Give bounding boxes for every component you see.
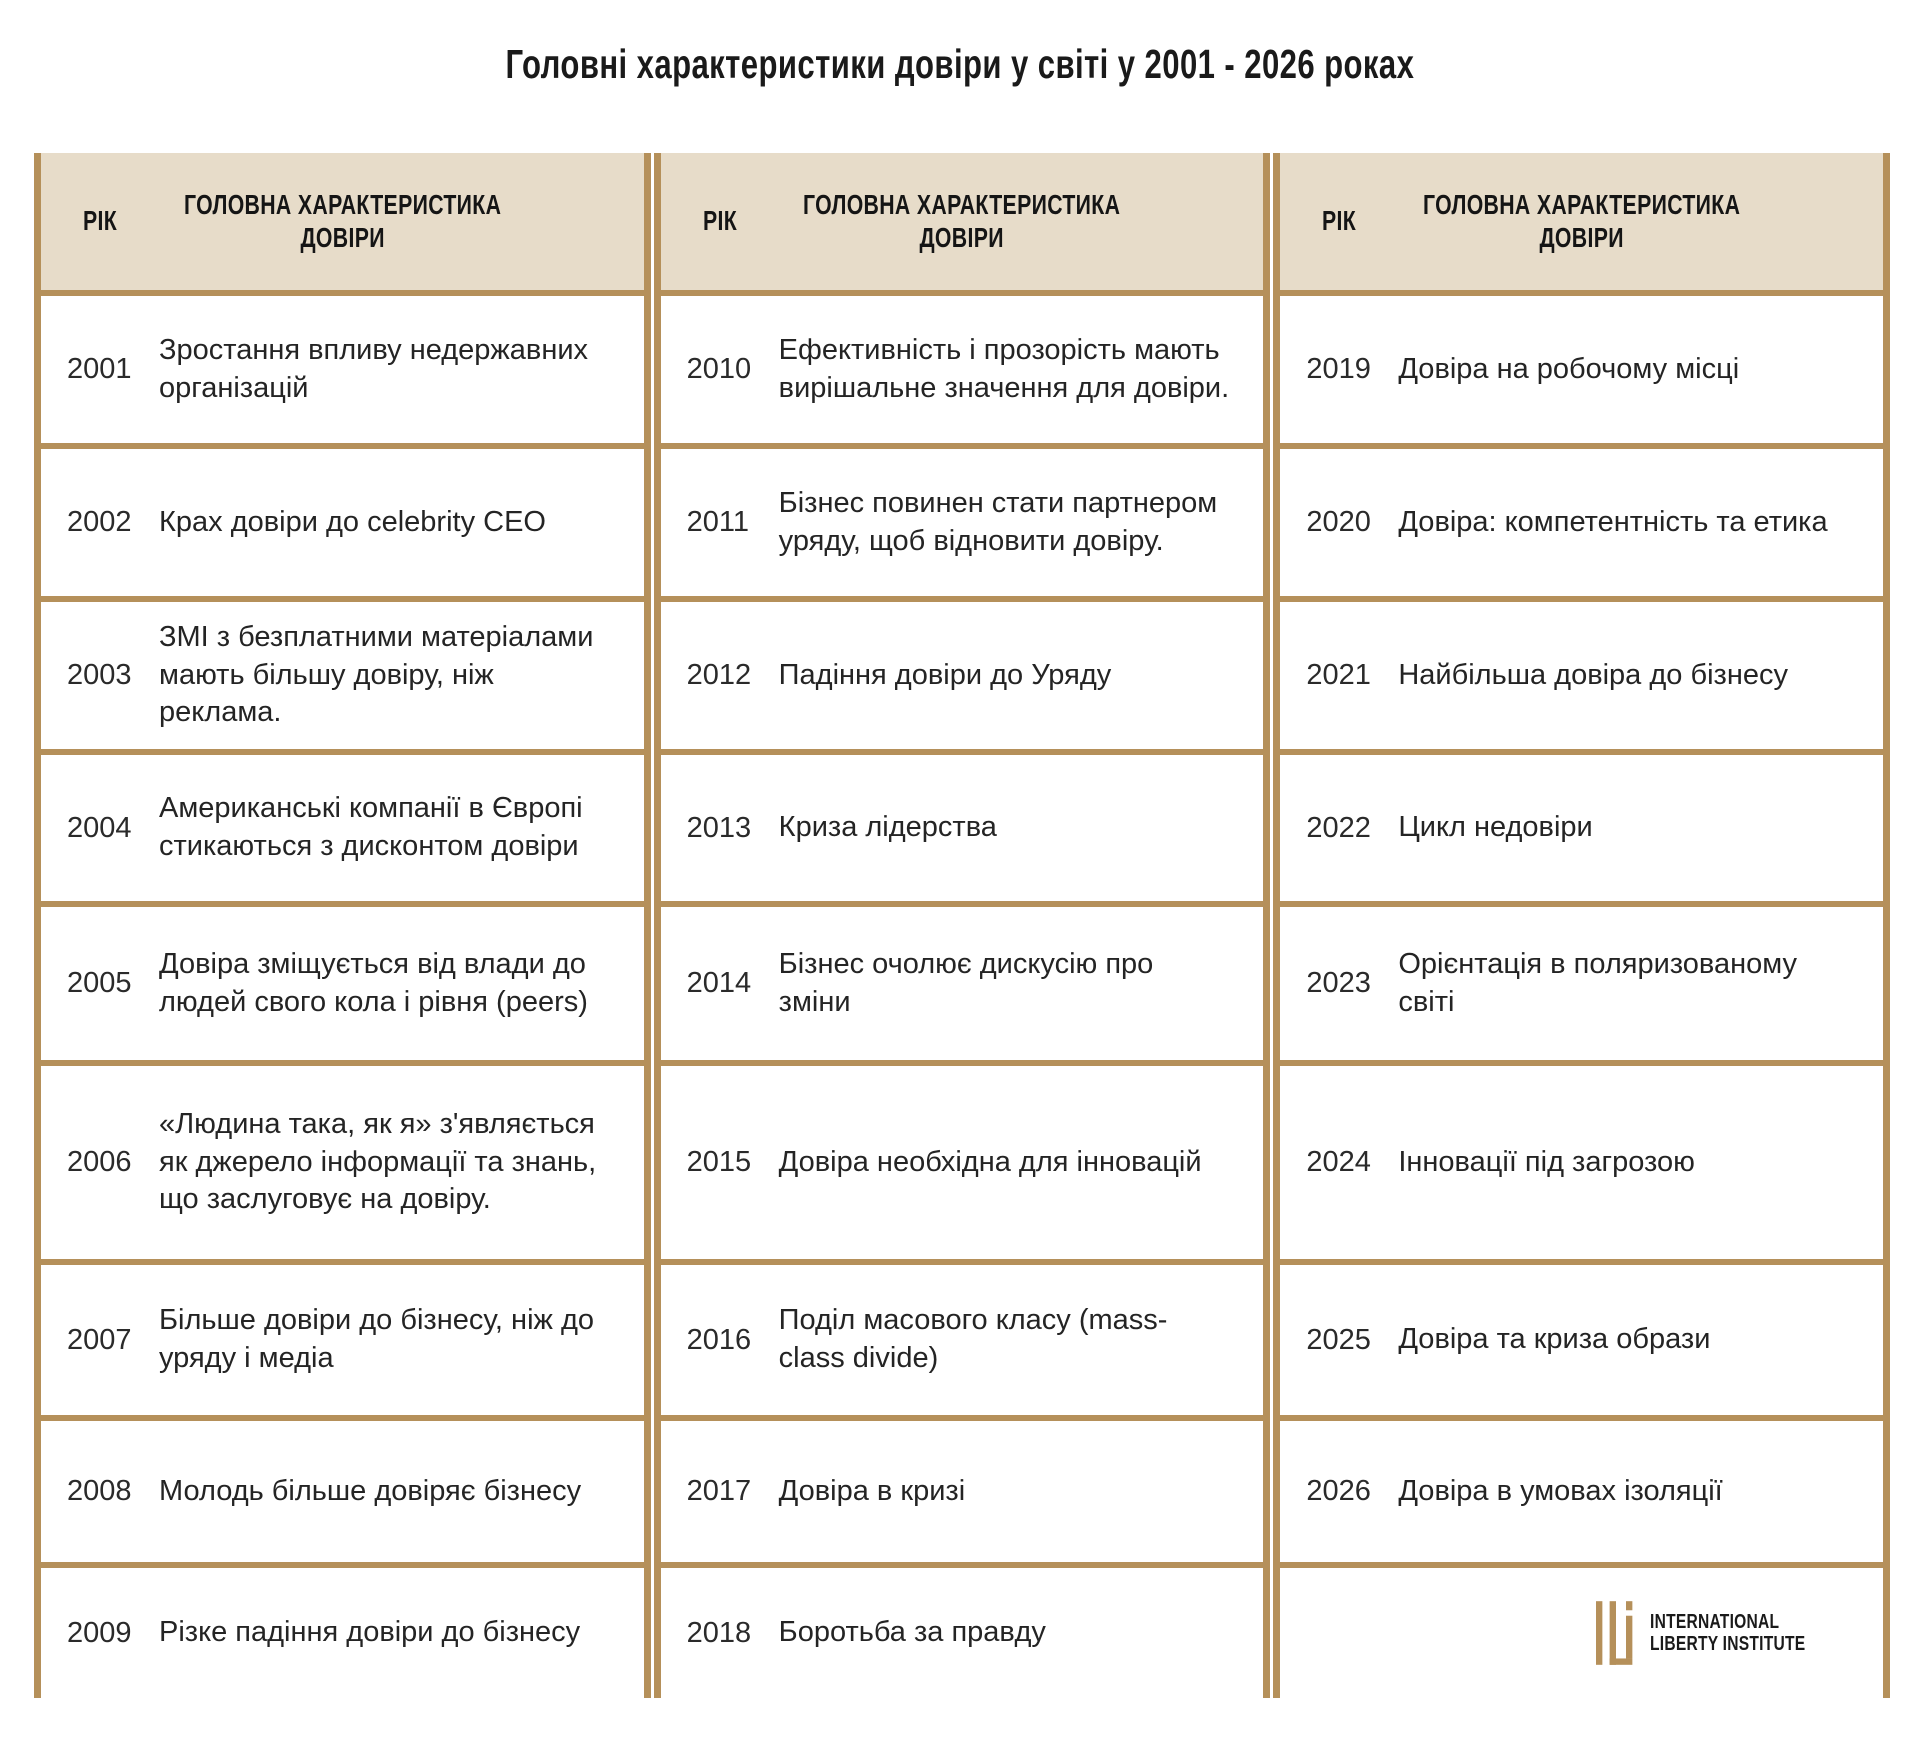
table-row bbox=[661, 290, 1264, 443]
year-cell: 2010 bbox=[686, 353, 752, 385]
table-row bbox=[661, 596, 1264, 749]
characteristic-cell: Найбільша довіра до бізнесу bbox=[1398, 658, 1788, 691]
table-row bbox=[1280, 443, 1883, 596]
table-column-group-2 bbox=[654, 153, 1271, 1698]
year-cell: 2009 bbox=[67, 1616, 132, 1649]
table-row bbox=[1280, 290, 1883, 443]
ili-logo-line-1: INTERNATIONAL bbox=[1649, 1610, 1780, 1633]
characteristic-cell: Довіра в умовах ізоляції bbox=[1398, 1474, 1723, 1507]
page-title-wrap bbox=[0, 41, 1920, 87]
characteristic-cell: Ефективність і прозорість мають вирішальне значення для довіри. bbox=[778, 333, 1230, 404]
table-row bbox=[1280, 749, 1883, 901]
table-row bbox=[661, 749, 1264, 901]
characteristic-cell: Поділ масового класу (mass-class divide) bbox=[778, 1304, 1168, 1374]
characteristic-cell: Різке падіння довіри до бізнесу bbox=[159, 1616, 581, 1648]
characteristic-cell: Бізнес очолює дискусію про зміни bbox=[778, 947, 1154, 1018]
table-row bbox=[1280, 901, 1883, 1060]
characteristic-column-header: ГОЛОВНА ХАРАКТЕРИСТИКА ДОВІРИ bbox=[803, 188, 1121, 254]
year-cell: 2024 bbox=[1306, 1146, 1371, 1178]
table-row bbox=[661, 443, 1264, 596]
table-row bbox=[1280, 596, 1883, 749]
characteristic-cell: Довіра та криза образи bbox=[1398, 1323, 1711, 1355]
table-header-row bbox=[1280, 153, 1883, 290]
year-cell: 2004 bbox=[67, 811, 132, 844]
ili-logo-text bbox=[1650, 1611, 1849, 1656]
year-cell: 2019 bbox=[1306, 353, 1371, 385]
year-cell: 2001 bbox=[67, 353, 132, 385]
table-row bbox=[661, 1562, 1264, 1698]
trust-table bbox=[34, 153, 1890, 1698]
year-cell: 2005 bbox=[67, 967, 132, 999]
table-row bbox=[661, 901, 1264, 1060]
table-row bbox=[41, 443, 644, 596]
year-cell: 2011 bbox=[686, 506, 750, 538]
table-row bbox=[661, 1415, 1264, 1562]
characteristic-column-header: ГОЛОВНА ХАРАКТЕРИСТИКА ДОВІРИ bbox=[183, 188, 501, 254]
characteristic-cell: Інновації під загрозою bbox=[1398, 1145, 1695, 1178]
table-row bbox=[41, 749, 644, 901]
table-column-group-1 bbox=[34, 153, 651, 1698]
year-cell: 2008 bbox=[67, 1475, 132, 1507]
characteristic-cell: Крах довіри до celebrity CEO bbox=[159, 505, 546, 538]
characteristic-cell: Орієнтація в поляризованому світі bbox=[1398, 947, 1798, 1018]
year-cell: 2025 bbox=[1306, 1323, 1371, 1356]
characteristic-cell: Боротьба за правду bbox=[778, 1616, 1046, 1648]
table-row bbox=[41, 1259, 644, 1415]
characteristic-cell: Падіння довіри до Уряду bbox=[778, 658, 1112, 691]
table-row bbox=[1280, 1259, 1883, 1415]
table-row bbox=[1280, 1060, 1883, 1259]
characteristic-cell: Бізнес повинен стати партнером уряду, щоб відновити довіру. bbox=[778, 486, 1218, 557]
year-cell: 2026 bbox=[1306, 1475, 1371, 1507]
year-cell: 2007 bbox=[67, 1323, 132, 1356]
table-header-row bbox=[661, 153, 1264, 290]
table-row bbox=[41, 1060, 644, 1259]
characteristic-cell: Довіра на робочому місці bbox=[1398, 352, 1740, 385]
year-cell: 2018 bbox=[686, 1616, 752, 1649]
year-cell: 2013 bbox=[686, 811, 752, 844]
characteristic-cell: Зростання впливу недержавних організацій bbox=[159, 333, 589, 404]
characteristic-cell: «Людина така, як я» з'являється як джерело інформації та знань, що заслуговує на довіру. bbox=[159, 1107, 597, 1216]
characteristic-cell: Довіра необхідна для інновацій bbox=[778, 1145, 1202, 1178]
year-cell: 2012 bbox=[686, 659, 752, 691]
table-row bbox=[661, 1060, 1264, 1259]
year-cell: 2014 bbox=[686, 967, 752, 999]
year-cell: 2021 bbox=[1306, 659, 1371, 691]
year-cell: 2003 bbox=[67, 659, 132, 691]
characteristic-cell: Довіра в кризі bbox=[778, 1474, 966, 1507]
year-column-header: РІК bbox=[82, 205, 118, 237]
year-cell: 2022 bbox=[1306, 811, 1371, 844]
table-row bbox=[41, 901, 644, 1060]
characteristic-cell: Криза лідерства bbox=[778, 811, 997, 843]
year-cell: 2017 bbox=[686, 1475, 752, 1507]
characteristic-cell: Довіра: компетентність та етика bbox=[1398, 505, 1828, 538]
year-cell: 2020 bbox=[1306, 506, 1371, 538]
year-cell: 2016 bbox=[686, 1323, 752, 1356]
table-row bbox=[41, 1415, 644, 1562]
characteristic-column-header: ГОЛОВНА ХАРАКТЕРИСТИКА ДОВІРИ bbox=[1423, 188, 1741, 254]
year-column-header: РІК bbox=[702, 205, 737, 237]
ili-logo bbox=[1596, 1601, 1849, 1665]
year-cell: 2023 bbox=[1306, 967, 1371, 999]
table-row bbox=[661, 1259, 1264, 1415]
characteristic-cell: Цикл недовіри bbox=[1398, 811, 1593, 843]
year-cell: 2015 bbox=[686, 1146, 752, 1178]
logo-row bbox=[1280, 1562, 1883, 1698]
table-row bbox=[41, 290, 644, 443]
characteristic-cell: Довіра зміщується від влади до людей свого кола і рівня (peers) bbox=[159, 947, 588, 1018]
ili-monogram-icon bbox=[1596, 1601, 1636, 1665]
table-header-row bbox=[41, 153, 644, 290]
year-column-header: РІК bbox=[1322, 205, 1357, 237]
table-row bbox=[41, 1562, 644, 1698]
characteristic-cell: Більше довіри до бізнесу, ніж до уряду і медіа bbox=[159, 1304, 595, 1374]
characteristic-cell: Американські компанії в Європі стикаються з дисконтом довіри bbox=[159, 792, 583, 862]
table-column-group-3 bbox=[1273, 153, 1890, 1698]
year-cell: 2006 bbox=[67, 1146, 132, 1178]
ili-logo-line-2: LIBERTY INSTITUTE bbox=[1649, 1633, 1806, 1655]
characteristic-cell: ЗМІ з безплатними матеріалами мають більшу довіру, ніж реклама. bbox=[159, 620, 594, 729]
characteristic-cell: Молодь більше довіряє бізнесу bbox=[159, 1474, 582, 1507]
table-row bbox=[1280, 1415, 1883, 1562]
year-cell: 2002 bbox=[67, 506, 132, 538]
table-row bbox=[41, 596, 644, 749]
page-title: Головні характеристики довіри у світі у 2001 - 2026 роках bbox=[505, 41, 1415, 87]
